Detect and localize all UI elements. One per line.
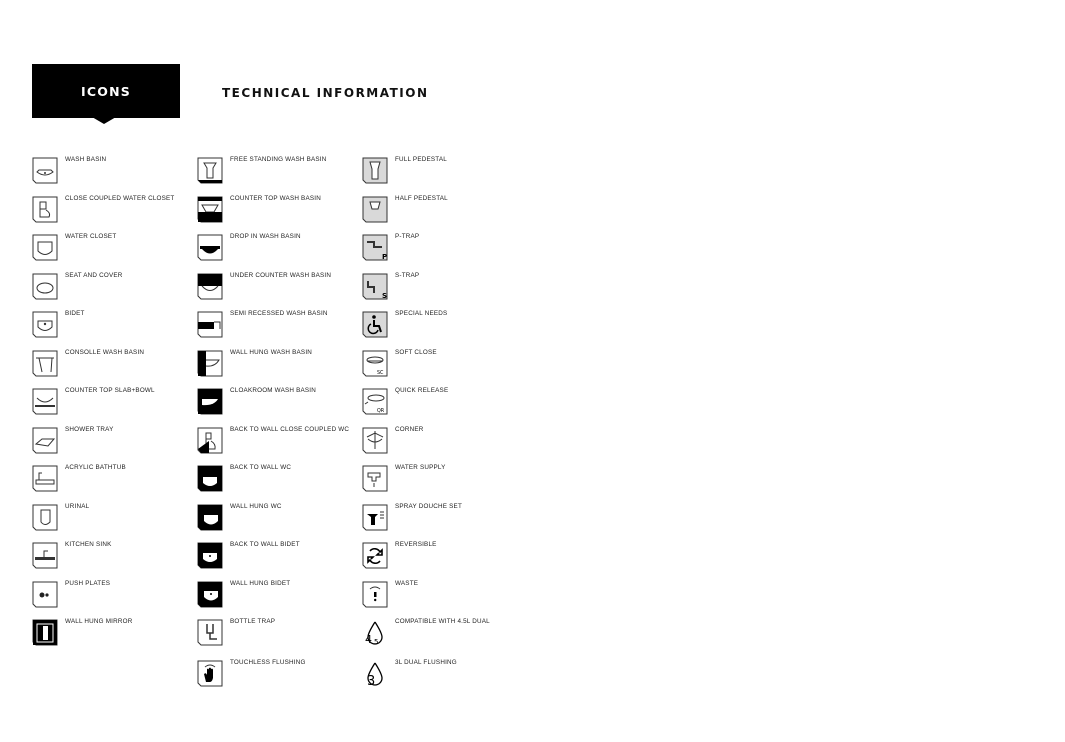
icon-legend-label: UNDER COUNTER WASH BASIN (230, 271, 332, 279)
close-coupled-wc-icon (32, 196, 58, 224)
urinal-icon (32, 504, 58, 532)
icon-legend-label: KITCHEN SINK (65, 541, 112, 548)
icon-legend-label: URINAL (65, 502, 90, 510)
icon-legend-label: BACK TO WALL CLOSE COUPLED WC (230, 425, 350, 433)
icon-legend-label: COMPATIBLE WITH 4.5L DUAL (395, 618, 490, 625)
s-trap-icon (362, 273, 388, 301)
icon-legend-label: CONSOLLE WASH BASIN (65, 348, 145, 356)
bottle-trap-icon (197, 619, 223, 647)
kitchen-sink-icon (32, 542, 58, 570)
icon-legend-label: ACRYLIC BATHTUB (65, 464, 126, 471)
tab-label: ICONS (81, 84, 131, 99)
icon-legend-item (32, 306, 192, 340)
section-title: TECHNICAL INFORMATION (222, 86, 429, 100)
wall-hung-mirror-icon (32, 619, 58, 647)
icon-legend-label: SPECIAL NEEDS (395, 310, 448, 317)
quick-release-icon (362, 388, 388, 416)
under-counter-wash-basin-icon (197, 273, 223, 301)
icon-legend-label: COUNTER TOP SLAB+BOWL (65, 387, 155, 394)
wall-hung-wash-basin-icon (197, 350, 223, 378)
shower-tray-icon (32, 427, 58, 455)
icon-legend-item (362, 191, 522, 225)
icon-legend-label: WALL HUNG WASH BASIN (230, 348, 313, 356)
icon-legend-label: WALL HUNG WC (230, 502, 282, 510)
icon-legend-label: S-TRAP (395, 271, 420, 279)
icon-legend-item (362, 655, 522, 689)
icon-legend-label: COUNTER TOP WASH BASIN (230, 194, 321, 202)
icon-legend-label: QUICK RELEASE (395, 387, 449, 394)
icon-legend-label: WALL HUNG BIDET (230, 579, 291, 587)
icon-legend-label: FREE STANDING WASH BASIN (230, 156, 327, 163)
icon-legend-item (197, 268, 357, 302)
icon-legend-item (32, 499, 192, 533)
icon-legend-label: DROP IN WASH BASIN (230, 233, 301, 240)
icon-legend-label: WATER CLOSET (65, 233, 117, 240)
cloakroom-wash-basin-icon (197, 388, 223, 416)
free-standing-wash-basin-icon (197, 157, 223, 185)
icon-legend-item (32, 460, 192, 494)
push-plates-icon (32, 581, 58, 609)
back-to-wall-bidet-icon (197, 542, 223, 570)
icon-legend-item (197, 383, 357, 417)
icon-legend-item (32, 383, 192, 417)
icon-legend-item (32, 268, 192, 302)
icon-badge: S (382, 291, 388, 300)
corner-icon (362, 427, 388, 455)
icon-legend-label: HALF PEDESTAL (395, 194, 448, 202)
spray-douche-set-icon (362, 504, 388, 532)
water-closet-icon (32, 234, 58, 262)
counter-top-slab-bowl-icon (32, 388, 58, 416)
soft-close-icon (362, 350, 388, 378)
icon-legend-item (32, 537, 192, 571)
p-trap-icon (362, 234, 388, 262)
icon-legend-item (362, 383, 522, 417)
icon-legend-item (362, 614, 522, 648)
icon-legend-item (197, 576, 357, 610)
half-pedestal-icon (362, 196, 388, 224)
icon-legend-item (197, 655, 357, 689)
icon-legend-label: SEMI RECESSED WASH BASIN (230, 310, 328, 317)
waste-icon (362, 581, 388, 609)
compatible-4-5l-dual-icon (362, 619, 388, 647)
icon-legend-item (362, 537, 522, 571)
bidet-icon (32, 311, 58, 339)
icon-legend-item (197, 460, 357, 494)
icon-legend-label: WASTE (395, 579, 419, 587)
acrylic-bathtub-icon (32, 465, 58, 493)
tab-notch (92, 117, 116, 124)
icon-legend-label: WALL HUNG MIRROR (65, 618, 133, 625)
icon-legend-item (362, 576, 522, 610)
icon-legend-label: TOUCHLESS FLUSHING (230, 658, 306, 666)
icon-legend-item (32, 614, 192, 648)
icon-legend-item (197, 345, 357, 379)
back-to-wall-close-coupled-wc-icon (197, 427, 223, 455)
counter-top-wash-basin-icon (197, 196, 223, 224)
icon-badge: 4 (365, 633, 372, 646)
icon-badge: 5 (374, 638, 379, 646)
icon-legend-item (362, 152, 522, 186)
icon-legend-item (362, 306, 522, 340)
icon-legend-item (32, 152, 192, 186)
reversible-icon (362, 542, 388, 570)
wall-hung-wc-icon (197, 504, 223, 532)
icon-legend-label: BIDET (65, 310, 85, 317)
back-to-wall-wc-icon (197, 465, 223, 493)
icon-legend-label: CORNER (395, 425, 424, 433)
icon-legend-item (197, 191, 357, 225)
icon-legend-item (362, 422, 522, 456)
full-pedestal-icon (362, 157, 388, 185)
icon-badge: P (382, 253, 388, 261)
3l-dual-flushing-icon (362, 660, 388, 688)
seat-and-cover-icon (32, 273, 58, 301)
icon-legend-item (197, 152, 357, 186)
water-supply-icon (362, 465, 388, 493)
header-tab-box (32, 64, 180, 118)
icon-legend-item (32, 345, 192, 379)
icon-legend-item (197, 422, 357, 456)
icon-legend-label: BACK TO WALL BIDET (230, 541, 300, 548)
icon-legend-label: WASH BASIN (65, 156, 107, 163)
icon-legend-item (197, 499, 357, 533)
icon-legend-item (197, 537, 357, 571)
semi-recessed-wash-basin-icon (197, 311, 223, 339)
icon-legend-label: SOFT CLOSE (395, 348, 437, 356)
icon-legend-item (197, 229, 357, 263)
icon-legend-label: PUSH PLATES (65, 579, 111, 587)
icon-legend-item (362, 460, 522, 494)
icon-legend-item (197, 306, 357, 340)
icon-legend-item (32, 576, 192, 610)
consolle-wash-basin-icon (32, 350, 58, 378)
icon-legend-label: SPRAY DOUCHE SET (395, 502, 462, 510)
icon-legend-label: BOTTLE TRAP (230, 618, 276, 625)
icon-legend-label: FULL PEDESTAL (395, 156, 447, 163)
icon-legend-label: SEAT AND COVER (65, 271, 123, 279)
icon-legend-label: 3L DUAL FLUSHING (395, 658, 457, 666)
icon-legend-item (32, 191, 192, 225)
icon-legend-label: BACK TO WALL WC (230, 464, 292, 471)
wash-basin-icon (32, 157, 58, 185)
drop-in-wash-basin-icon (197, 234, 223, 262)
icon-legend-label: CLOAKROOM WASH BASIN (230, 387, 316, 394)
icon-legend-label: P-TRAP (395, 233, 420, 240)
icon-legend-label: CLOSE COUPLED WATER CLOSET (65, 194, 175, 202)
icon-legend-item (362, 229, 522, 263)
icon-legend-item (32, 229, 192, 263)
touchless-flushing-icon (197, 660, 223, 688)
special-needs-icon (362, 311, 388, 339)
icon-badge: 3 (367, 673, 376, 688)
icon-legend-item (197, 614, 357, 648)
wall-hung-bidet-icon (197, 581, 223, 609)
icon-legend-label: SHOWER TRAY (65, 425, 114, 433)
icon-legend-item (32, 422, 192, 456)
icon-legend-label: REVERSIBLE (395, 541, 437, 548)
icon-legend-item (362, 268, 522, 302)
icon-legend-item (362, 345, 522, 379)
icon-legend-label: WATER SUPPLY (395, 464, 446, 471)
icon-badge: QR (377, 409, 385, 414)
icon-badge: SC (377, 370, 384, 376)
icon-legend-item (362, 499, 522, 533)
